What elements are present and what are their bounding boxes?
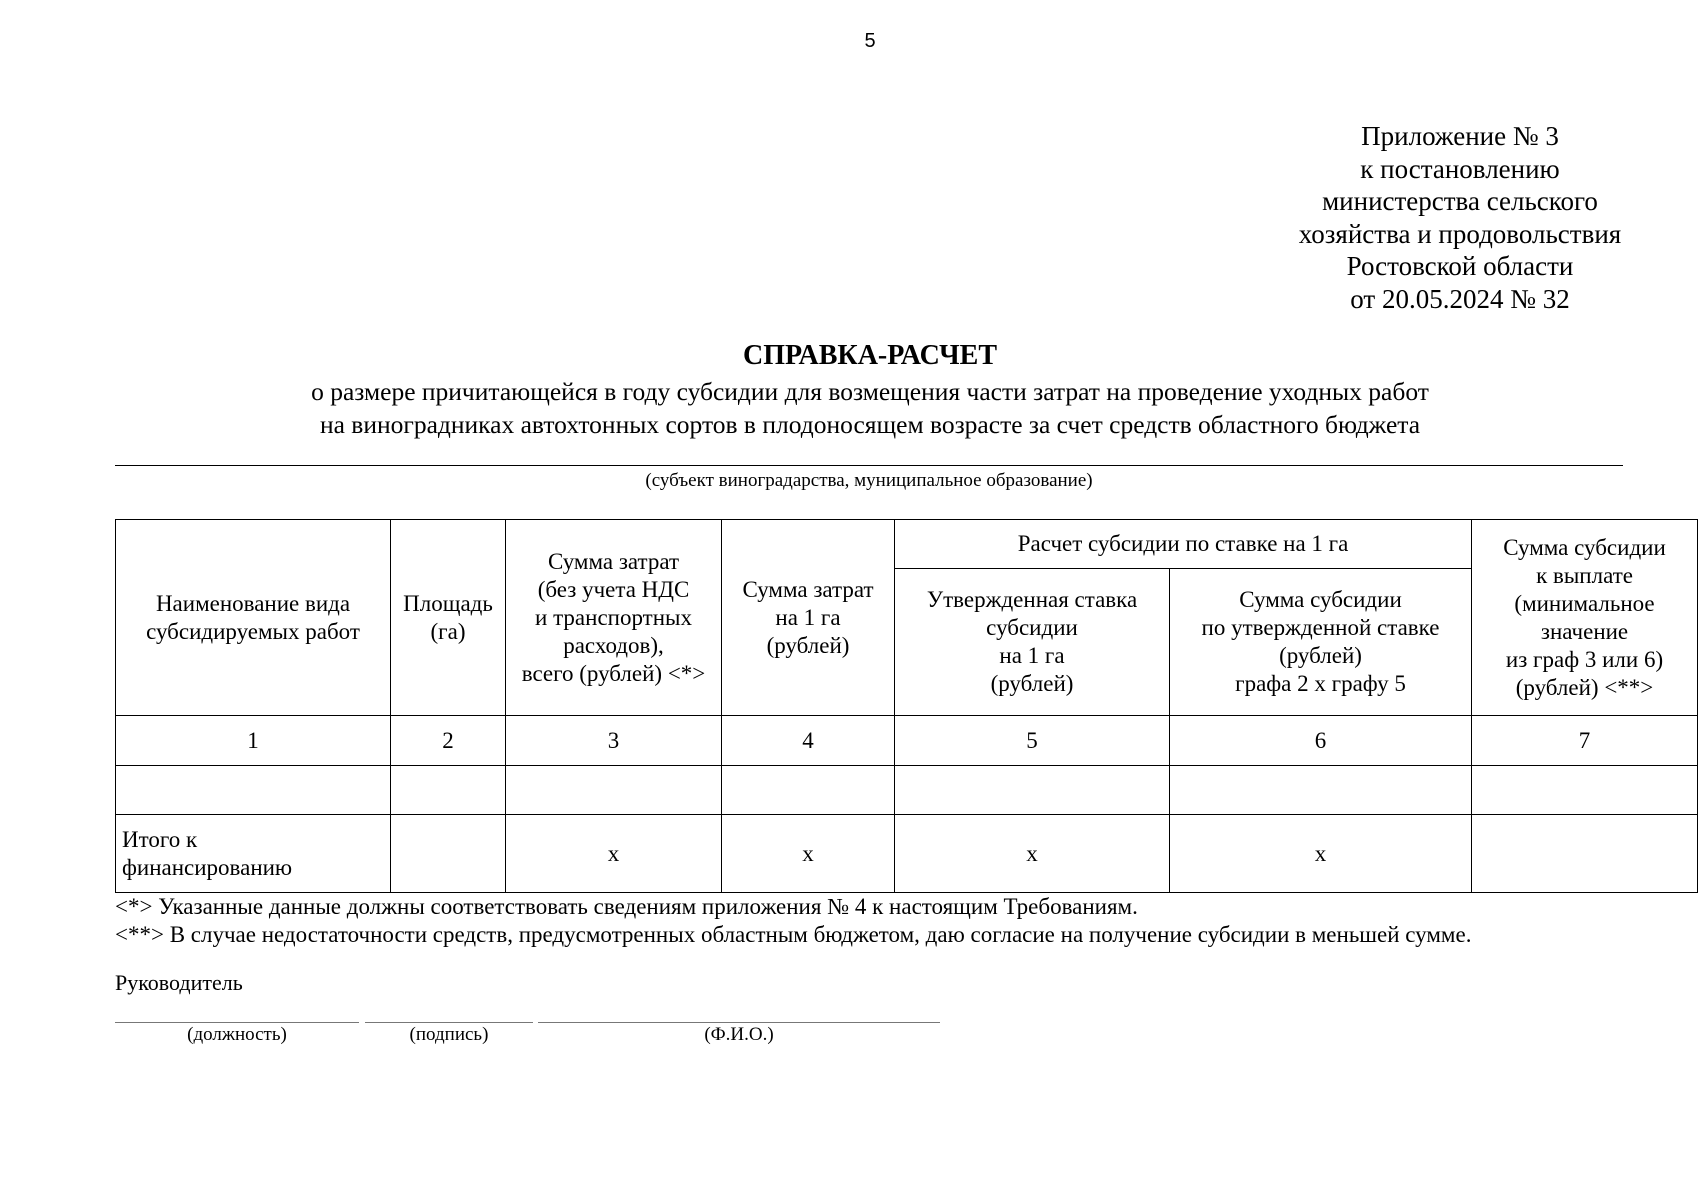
document-title: СПРАВКА-РАСЧЕТ (742, 340, 998, 371)
table-row (116, 766, 1698, 815)
total-cell-payout[interactable] (1472, 815, 1698, 893)
column-number: 2 (391, 716, 506, 766)
head-label: Руководитель (115, 970, 243, 995)
column-number: 1 (116, 716, 391, 766)
table-cell-empty[interactable] (1472, 766, 1698, 815)
subject-fill-line (115, 465, 1623, 466)
column-number-row (116, 716, 1698, 766)
total-row (116, 815, 1698, 893)
position-caption: (должность) (187, 1024, 287, 1045)
appendix-line: Ростовской области (1346, 251, 1574, 281)
header-subsidy-calculation-group: Расчет субсидии по ставке на 1 га (895, 520, 1472, 569)
appendix-line: от 20.05.2024 № 32 (1350, 283, 1570, 314)
table-cell-empty[interactable] (391, 766, 506, 815)
column-number: 7 (1472, 716, 1698, 766)
table-cell-empty[interactable] (506, 766, 722, 815)
header-subsidy-payout: Сумма субсидии к выплате (минимальное значение из граф 3 или 6) (рублей) <**> (1472, 520, 1698, 716)
appendix-line: Приложение № 3 (1361, 121, 1559, 151)
total-cell-x: x (722, 815, 895, 893)
total-cell-x: x (1170, 815, 1472, 893)
table-cell-empty[interactable] (1170, 766, 1472, 815)
header-row (116, 520, 1698, 569)
name-caption: (Ф.И.О.) (704, 1024, 774, 1045)
subtitle-line: о размере причитающейся в году субсидии для возмещения части затрат на проведение уходных работ (311, 377, 1429, 406)
column-number: 5 (895, 716, 1170, 766)
appendix-line: министерства сельского (1322, 186, 1598, 216)
total-cell-x: x (895, 815, 1170, 893)
column-number: 4 (722, 716, 895, 766)
subject-caption: (субъект виноградарства, муниципальное образование) (645, 470, 1093, 491)
appendix-block (1180, 120, 1698, 315)
footnote: <**> В случае недостаточности средств, предусмотренных областным бюджетом, даю согласие на получение субсидии в меньшей сумме. (115, 922, 1472, 947)
table-cell-empty[interactable] (722, 766, 895, 815)
subtitle-line: на виноградниках автохтонных сортов в плодоносящем возрасте за счет средств областного бюджета (319, 409, 1421, 439)
total-label: Итого к финансированию (116, 815, 391, 893)
footnotes (115, 893, 1675, 949)
footnote: <*> Указанные данные должны соответствовать сведениям приложения № 4 к настоящим Требованиям. (115, 894, 1138, 919)
header-total-costs: Сумма затрат (без учета НДС и транспортных расходов), всего (рублей) <*> (506, 520, 722, 716)
header-costs-per-ha: Сумма затрат на 1 га (рублей) (722, 520, 895, 716)
total-cell-area[interactable] (391, 815, 506, 893)
signature-caption: (подпись) (409, 1024, 489, 1045)
appendix-line: к постановлению (1360, 153, 1560, 184)
header-area: Площадь (га) (391, 520, 506, 716)
document-subtitle (0, 376, 1698, 441)
page-number: 5 (864, 30, 876, 52)
table-cell-empty[interactable] (895, 766, 1170, 815)
column-number: 3 (506, 716, 722, 766)
appendix-line: хозяйства и продовольствия (1298, 218, 1622, 249)
calculation-table (115, 519, 1698, 893)
header-approved-rate: Утвержденная ставка субсидии на 1 га (рублей) (895, 569, 1170, 716)
total-cell-x: x (506, 815, 722, 893)
table-cell-empty[interactable] (116, 766, 391, 815)
header-work-type: Наименование вида субсидируемых работ (116, 520, 391, 716)
header-subsidy-by-rate: Сумма субсидии по утвержденной ставке (рублей) графа 2 х графу 5 (1170, 569, 1472, 716)
column-number: 6 (1170, 716, 1472, 766)
